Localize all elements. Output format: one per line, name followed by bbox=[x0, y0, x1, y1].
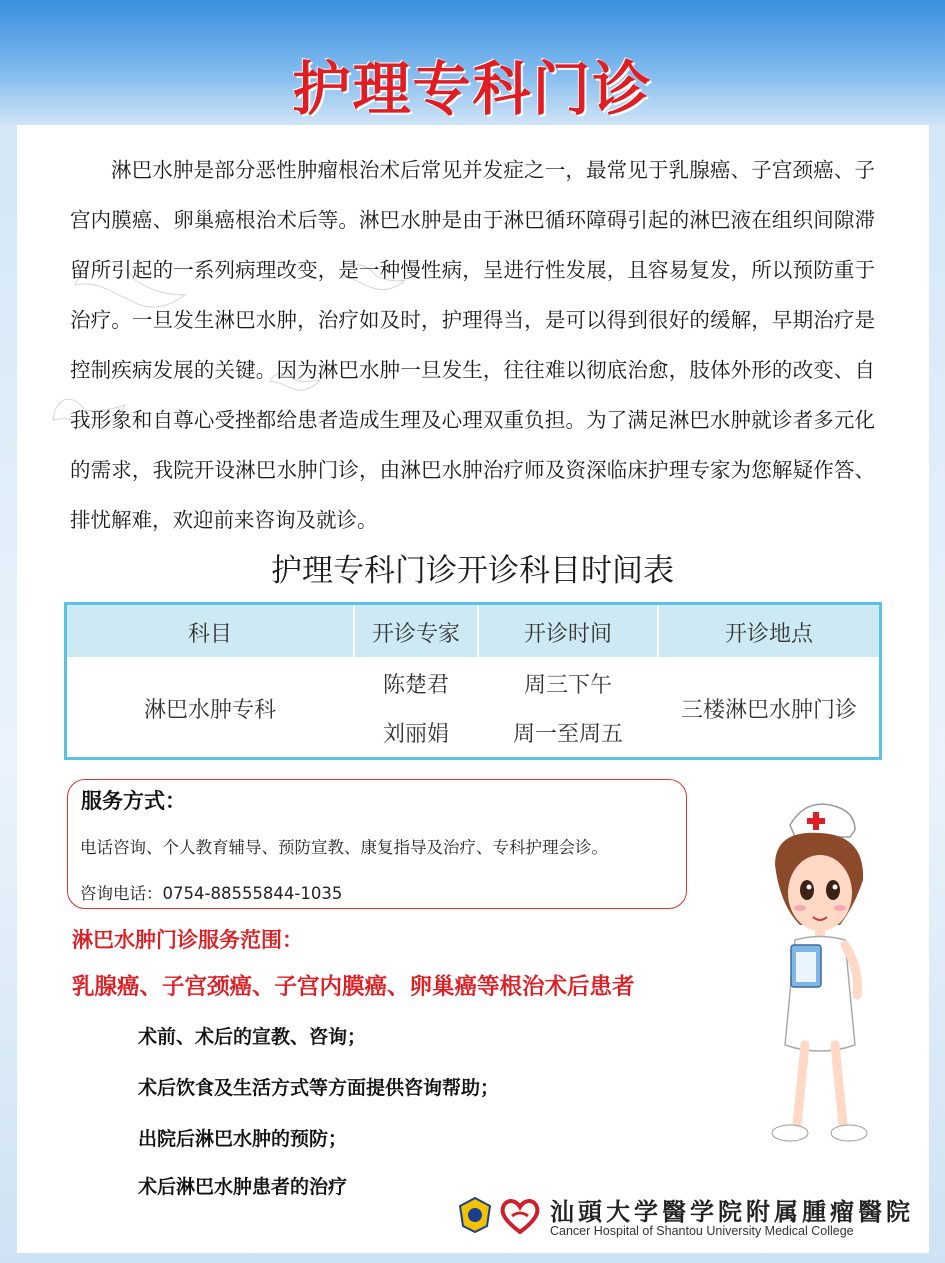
scope-item-2: 术后饮食及生活方式等方面提供咨询帮助； bbox=[138, 1077, 500, 1099]
cell-location: 三楼淋巴水肿门诊 bbox=[680, 698, 857, 723]
hospital-name-en: Cancer Hospital of Shantou University Medical College bbox=[550, 1224, 854, 1238]
hospital-name: 汕頭大学醫学院附属腫瘤醫院 bbox=[550, 1197, 914, 1226]
heart-logo-icon bbox=[498, 1196, 542, 1234]
header-expert: 开诊专家 bbox=[371, 622, 460, 647]
cell-time-2: 周一至周五 bbox=[512, 722, 623, 747]
service-methods: 电话咨询、个人教育辅导、预防宣教、康复指导及治疗、专科护理会诊。 bbox=[80, 838, 608, 857]
schedule-table bbox=[64, 602, 882, 760]
scope-item-3: 出院后淋巴水肿的预防； bbox=[138, 1128, 348, 1150]
scope-title: 淋巴水肿门诊服务范围： bbox=[72, 928, 303, 952]
header-subject: 科目 bbox=[187, 622, 232, 647]
service-box bbox=[67, 779, 687, 909]
cell-expert-2: 刘丽娟 bbox=[382, 722, 449, 747]
service-phone: 咨询电话：0754-88555844-1035 bbox=[80, 884, 343, 903]
scope-subtitle: 乳腺癌、子宫颈癌、子宫内膜癌、卵巢癌等根治术后患者 bbox=[72, 974, 635, 1000]
cell-expert-1: 陈楚君 bbox=[382, 673, 449, 698]
intro-paragraph: 淋巴水肿是部分恶性肿瘤根治术后常见并发症之一，最常见于乳腺癌、子宫颈癌、子宫内膜癌、卵巢癌根治术后等。淋巴水肿是由于淋巴循环障碍引起的淋巴液在组织间隙滞留所引起的一系列病理改变，是一种慢性病，呈进行性发展，且容易复发，所以预防重于治疗。一旦发生淋巴水肿，治疗如及时，护理得当，是可以得到很好的缓解，早期治疗是控制疾病发展的关键。因为淋巴水肿一旦发生，往往难以彻底治愈，肢体外形的改变、自我形象和自尊心受挫都给患者造成生理及心理双重负担。为了满足淋巴水肿就诊者多元化的需求，我院开设淋巴水肿门诊，由淋巴水肿治疗师及资深临床护理专家为您解疑作答、排忧解难，欢迎前来咨询及就诊。 bbox=[70, 158, 875, 532]
hospital-emblem-icon bbox=[457, 1196, 493, 1234]
schedule-title: 护理专科门诊开诊科目时间表 bbox=[271, 553, 674, 589]
nurse-illustration bbox=[745, 795, 885, 1155]
header-time: 开诊时间 bbox=[523, 622, 612, 647]
cell-time-1: 周三下午 bbox=[523, 673, 612, 698]
scope-item-4: 术后淋巴水肿患者的治疗 bbox=[138, 1176, 348, 1198]
schedule-header-row bbox=[67, 605, 879, 657]
header-location: 开诊地点 bbox=[724, 622, 813, 647]
service-heading: 服务方式： bbox=[81, 789, 186, 813]
cell-subject: 淋巴水肿专科 bbox=[143, 698, 276, 723]
poster-title: 护理专科门诊 bbox=[292, 55, 653, 123]
scope-item-1: 术前、术后的宣教、咨询； bbox=[138, 1026, 367, 1048]
